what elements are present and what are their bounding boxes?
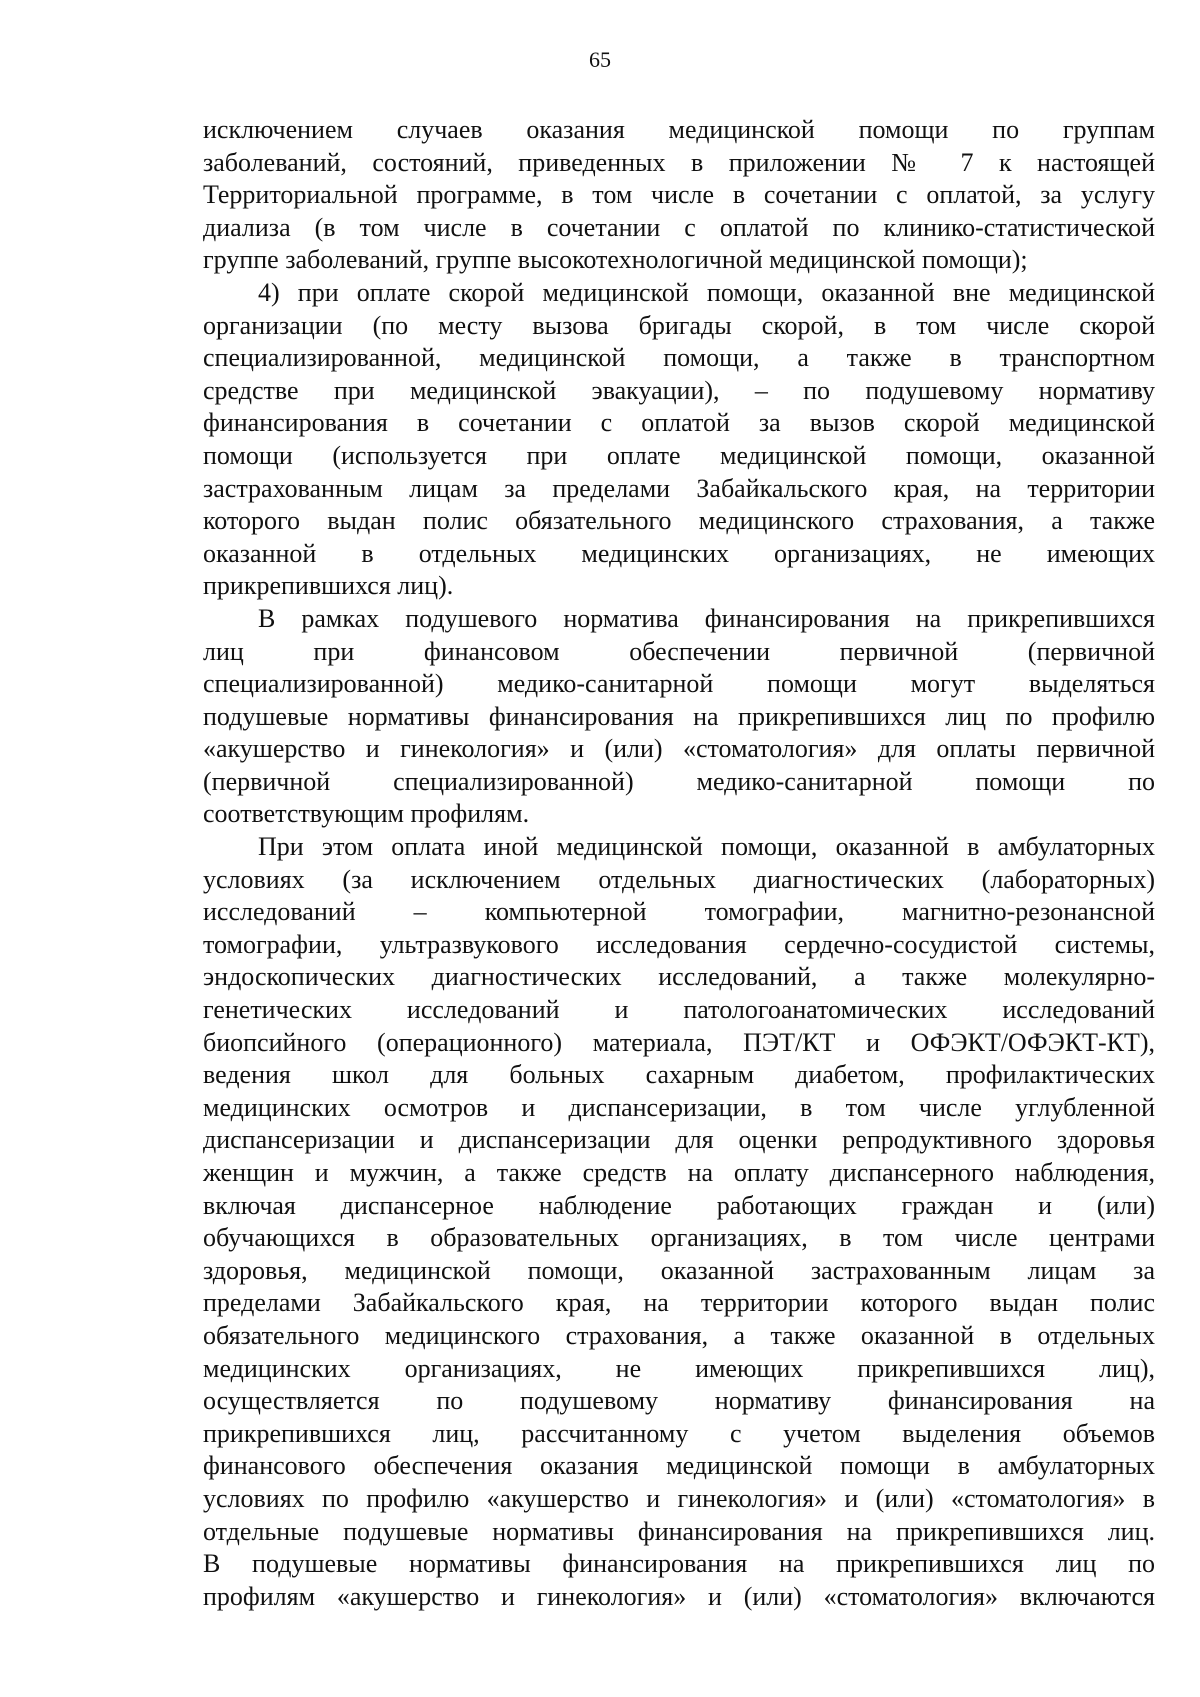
text-line: биопсийного (операционного) материала, ПЭТ/КТ и ОФЭКТ/ОФЭКТ-КТ), — [203, 1027, 1155, 1057]
text-line: исключением случаев оказания медицинской помощи по группам — [203, 115, 1155, 144]
text-line: здоровья, медицинской помощи, оказанной застрахованным лицам за — [203, 1255, 1155, 1285]
text-line: В подушевые нормативы финансирования на прикрепившихся лиц по — [203, 1549, 1155, 1579]
text-line: средстве при медицинской эвакуации), – по подушевому нормативу — [203, 375, 1155, 405]
text-line: соответствующим профилям. — [203, 799, 530, 829]
text-line: генетических исследований и патологоанатомических исследований — [203, 995, 1155, 1025]
text-line: условиях по профилю «акушерство и гинекология» и (или) «стоматология» в — [203, 1483, 1155, 1513]
text-line: При этом оплата иной медицинской помощи, оказанной в амбулаторных — [258, 832, 1155, 862]
text-line: группе заболеваний, группе высокотехнологичной медицинской помощи); — [203, 245, 1028, 275]
text-line: помощи (используется при оплате медицинской помощи, оказанной — [203, 440, 1155, 470]
text-line: которого выдан полис обязательного медицинского страхования, а также — [203, 506, 1155, 536]
text-line: условиях (за исключением отдельных диагностических (лабораторных) — [203, 864, 1155, 894]
text-line: прикрепившихся лиц). — [203, 571, 454, 601]
text-line: обучающихся в образовательных организациях, в том числе центрами — [203, 1223, 1155, 1253]
text-line: диспансеризации и диспансеризации для оценки репродуктивного здоровья — [203, 1125, 1155, 1155]
text-line: прикрепившихся лиц, рассчитанному с учетом выделения объемов — [203, 1418, 1155, 1448]
text-line: медицинских осмотров и диспансеризации, в том числе углубленной — [203, 1092, 1155, 1122]
text-line: включая диспансерное наблюдение работающих граждан и (или) — [203, 1190, 1155, 1220]
text-line: финансового обеспечения оказания медицинской помощи в амбулаторных — [203, 1451, 1155, 1481]
text-line: пределами Забайкальского края, на территории которого выдан полис — [203, 1288, 1155, 1318]
text-line: оказанной в отдельных медицинских организациях, не имеющих — [203, 538, 1155, 568]
text-line: диализа (в том числе в сочетании с оплатой по клинико-статистической — [203, 212, 1155, 242]
page-number: 65 — [589, 47, 611, 72]
text-line: эндоскопических диагностических исследований, а также молекулярно- — [203, 962, 1155, 992]
document-body — [203, 114, 1155, 1613]
text-line: организации (по месту вызова бригады скорой, в том числе скорой — [203, 310, 1155, 340]
text-line: финансирования в сочетании с оплатой за вызов скорой медицинской — [203, 408, 1155, 438]
text-line: В рамках подушевого норматива финансирования на прикрепившихся — [258, 603, 1155, 633]
text-line: медицинских организациях, не имеющих прикрепившихся лиц), — [203, 1353, 1155, 1383]
text-line: 4) при оплате скорой медицинской помощи, оказанной вне медицинской — [258, 277, 1155, 307]
text-line: осуществляется по подушевому нормативу финансирования на — [203, 1386, 1155, 1416]
text-line: обязательного медицинского страхования, а также оказанной в отдельных — [203, 1320, 1155, 1350]
text-line: «акушерство и гинекология» и (или) «стоматология» для оплаты первичной — [203, 734, 1155, 764]
text-line: исследований – компьютерной томографии, магнитно-резонансной — [203, 897, 1155, 927]
text-line: Территориальной программе, в том числе в сочетании с оплатой, за услугу — [203, 180, 1155, 210]
text-line: томографии, ультразвукового исследования сердечно-сосудистой системы, — [203, 929, 1155, 959]
text-line: женщин и мужчин, а также средств на оплату диспансерного наблюдения, — [203, 1158, 1155, 1187]
text-line: подушевые нормативы финансирования на прикрепившихся лиц по профилю — [203, 701, 1155, 731]
text-line: ведения школ для больных сахарным диабетом, профилактических — [203, 1060, 1155, 1090]
text-line: профилям «акушерство и гинекология» и (или) «стоматология» включаются — [203, 1581, 1155, 1611]
text-line: застрахованным лицам за пределами Забайкальского края, на территории — [203, 473, 1155, 503]
text-line: специализированной) медико-санитарной помощи могут выделяться — [203, 669, 1155, 699]
text-line: специализированной, медицинской помощи, а также в транспортном — [203, 343, 1155, 373]
text-line: (первичной специализированной) медико-санитарной помощи по — [203, 766, 1155, 796]
text-line: лиц при финансовом обеспечении первичной (первичной — [203, 636, 1155, 666]
text-line: отдельные подушевые нормативы финансирования на прикрепившихся лиц. — [203, 1516, 1155, 1546]
text-line: заболеваний, состояний, приведенных в приложении № 7 к настоящей — [203, 147, 1155, 177]
